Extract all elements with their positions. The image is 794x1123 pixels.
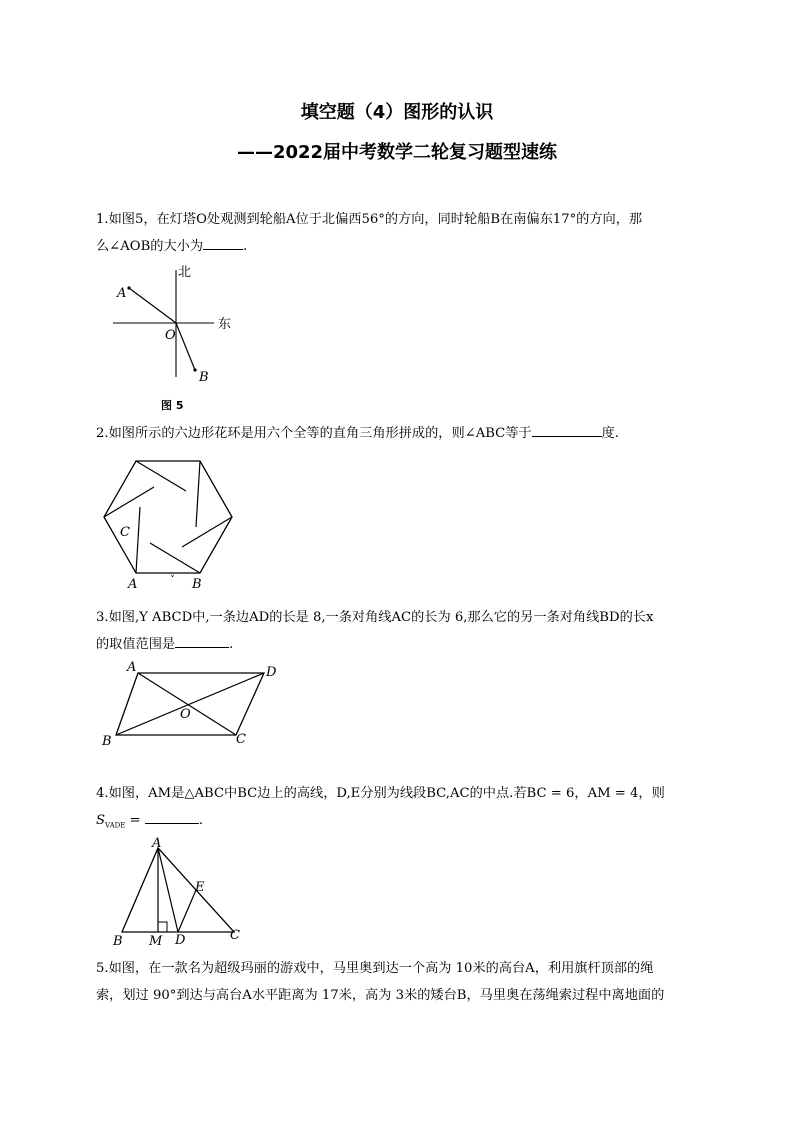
fig3-point-a-label: A bbox=[127, 660, 137, 675]
fig3-point-o-label: O bbox=[180, 707, 191, 722]
question-3-end: . bbox=[229, 637, 234, 652]
fig2-point-c-label: C bbox=[120, 525, 130, 540]
question-4-equals: = bbox=[125, 813, 145, 828]
fig3-point-b-label: B bbox=[102, 734, 112, 749]
question-1-line2 bbox=[96, 233, 706, 260]
page-title: 填空题（4）图形的认识 bbox=[300, 102, 494, 123]
question-5-line2: 索，划过 90°到达与高台A水平距离为 17米，高为 3米的矮台B，马里奥在荡绳索过程中离地面的 bbox=[96, 988, 665, 1003]
fig1-point-b-label: B bbox=[199, 370, 209, 385]
figure-1-compass bbox=[110, 262, 250, 387]
fig2-point-b-label: B bbox=[192, 577, 202, 592]
fig1-east-label: 东 bbox=[218, 317, 232, 332]
question-4-area-symbol: S bbox=[96, 813, 106, 828]
fig1-point-o-label: O bbox=[165, 328, 176, 343]
fig3-point-d-label: D bbox=[266, 665, 277, 680]
fig2-point-a-label: A bbox=[128, 577, 138, 592]
question-4-area-subscript: VADE bbox=[105, 821, 126, 830]
question-4-end: . bbox=[198, 813, 204, 828]
answer-blank-3[interactable] bbox=[175, 633, 229, 648]
fig4-point-b-label: B bbox=[113, 934, 123, 949]
question-1-line2-text: 么∠AOB的大小为 bbox=[96, 239, 204, 254]
question-1-end: . bbox=[243, 239, 248, 254]
answer-blank-4[interactable] bbox=[145, 809, 199, 824]
question-1-line1: 1.如图5，在灯塔O处观测到轮船A位于北偏西56°的方向，同时轮船B在南偏东17°的方向，那 bbox=[96, 212, 643, 227]
question-3 bbox=[96, 604, 706, 658]
question-3-line2-text: 的取值范围是 bbox=[96, 637, 176, 652]
question-1 bbox=[96, 206, 706, 260]
fig4-point-e-label: E bbox=[195, 880, 205, 895]
question-3-line2 bbox=[96, 631, 706, 658]
fig2-angle-mark: ˅ bbox=[170, 575, 175, 586]
fig4-point-a-label: A bbox=[152, 836, 162, 851]
fig4-point-d-label: D bbox=[175, 933, 186, 948]
figure-3-parallelogram bbox=[100, 660, 285, 752]
question-2-end: 度. bbox=[601, 426, 620, 441]
fig4-point-c-label: C bbox=[230, 928, 240, 943]
question-4-line1: 4.如图，AM是△ABC中BC边上的高线，D,E分别为线段BC,AC的中点.若BC = 6，AM = 4，则 bbox=[96, 786, 665, 801]
answer-blank-2[interactable] bbox=[532, 422, 602, 437]
fig1-point-a-label: A bbox=[117, 286, 127, 301]
page-subtitle: ——2022届中考数学二轮复习题型速练 bbox=[236, 142, 558, 163]
fig1-north-label: 北 bbox=[178, 265, 192, 280]
question-4 bbox=[96, 780, 706, 840]
figure-4-triangle bbox=[110, 838, 250, 948]
question-3-line1: 3.如图,Y ABCD中,一条边AD的长是 8,一条对角线AC的长为 6,那么它的另一条对角线BD的长x bbox=[96, 610, 654, 625]
figure-1-caption: 图 5 bbox=[161, 399, 184, 412]
question-5 bbox=[96, 955, 706, 1009]
question-5-line1: 5.如图，在一款名为超级玛丽的游戏中，马里奥到达一个高为 10米的高台A，利用旗杆顶部的绳 bbox=[96, 961, 654, 976]
figure-2-hexagon-wreath bbox=[100, 455, 235, 595]
fig3-point-c-label: C bbox=[236, 732, 246, 747]
question-2-line1: 2.如图所示的六边形花环是用六个全等的直角三角形拼成的，则∠ABC等于 bbox=[96, 426, 532, 441]
question-2-line1-wrap bbox=[96, 420, 706, 447]
question-4-line2 bbox=[96, 807, 706, 840]
answer-blank-1[interactable] bbox=[203, 235, 243, 250]
question-2 bbox=[96, 420, 706, 447]
fig4-point-m-label: M bbox=[149, 934, 163, 949]
